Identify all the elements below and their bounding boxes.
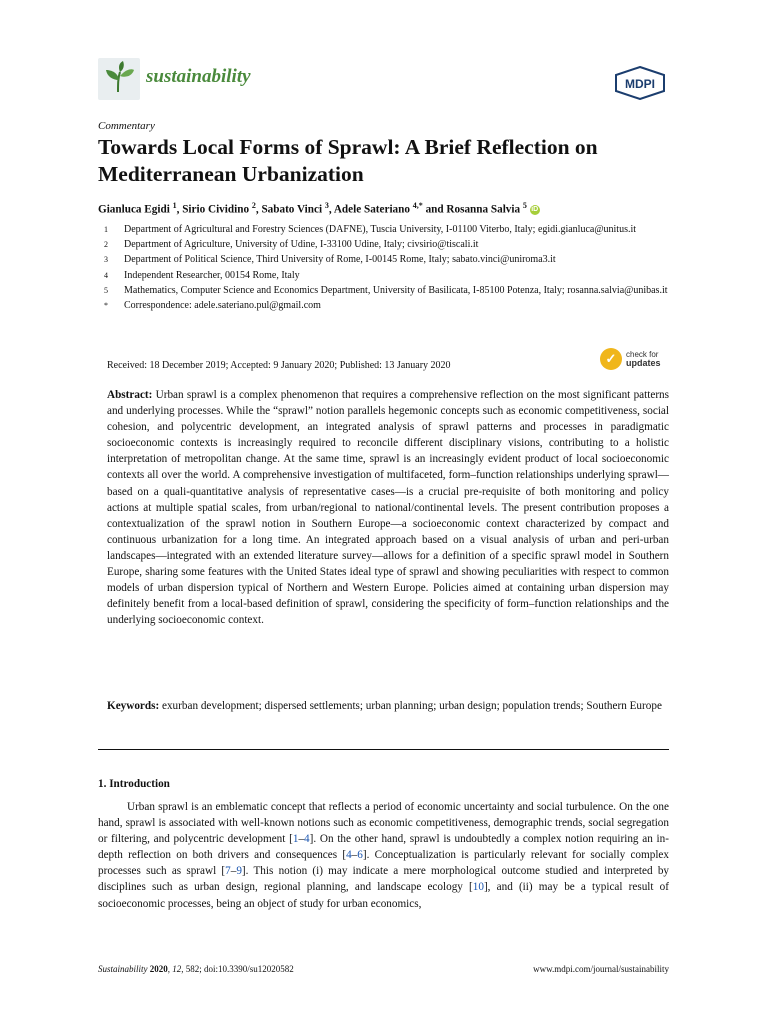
- citation-link[interactable]: 4: [346, 849, 352, 862]
- affiliation-item: [104, 268, 674, 283]
- author-sup: 4,*: [412, 201, 423, 210]
- check-for-updates-button[interactable]: [600, 348, 661, 370]
- citation-link[interactable]: 9: [236, 865, 242, 878]
- keywords-label: Keywords:: [107, 700, 160, 712]
- section-heading: 1. Introduction: [98, 778, 170, 790]
- author-name: Rosanna Salvia: [446, 203, 521, 216]
- author-list: Gianluca Egidi $^1$, Sirio Cividino $^2$, Sabato Vinci $^3$, Adele Sateriano $^{4,*}$ and Rosanna Salvia $^5$ iD: [98, 201, 539, 216]
- footer-volume: 12: [172, 964, 182, 974]
- mdpi-logo-icon: [612, 66, 668, 100]
- citation-link[interactable]: 1: [292, 833, 299, 846]
- paper-title: Towards Local Forms of Sprawl: A Brief Reflection on Mediterranean Urbanization: [98, 135, 598, 186]
- publication-dates: Received: 18 December 2019; Accepted: 9 January 2020; Published: 13 January 2020: [107, 360, 451, 371]
- keywords: [107, 698, 669, 715]
- check-updates-line1: check for: [626, 350, 659, 359]
- footer-year: 2020: [149, 964, 168, 974]
- journal-logo-icon: [98, 58, 140, 100]
- author-sup: 5: [522, 201, 527, 210]
- intro-text: ]. Conceptualization is particularly relevant for socially complex processes such as sprawl [: [98, 849, 669, 878]
- correspondence-item: [104, 298, 674, 313]
- affiliation-item: [104, 222, 674, 237]
- affiliation-text: Independent Researcher, 00154 Rome, Italy: [124, 269, 300, 281]
- citation-link[interactable]: 7: [225, 865, 231, 878]
- author-sup: 3: [324, 201, 329, 210]
- citation-link[interactable]: 10: [472, 881, 484, 894]
- author-name: Adele Sateriano: [333, 203, 410, 216]
- affiliation-text: Department of Political Science, Third University of Rome, I-00145 Rome, Italy; sabato.vinci@uniroma3.it: [124, 254, 556, 266]
- abstract-label: Abstract:: [107, 389, 153, 401]
- affiliation-number: 1: [104, 225, 108, 234]
- footer-url[interactable]: www.mdpi.com/journal/sustainability: [533, 964, 669, 974]
- author-name: Sirio Cividino: [182, 203, 250, 216]
- intro-text: –: [351, 849, 358, 862]
- article-type: Commentary: [98, 120, 155, 132]
- author-name: Gianluca Egidi: [98, 203, 170, 216]
- affiliation-text: Mathematics, Computer Science and Economics Department, University of Basilicata, I-85100 Potenza, Italy; rosanna.salvia@unibas.it: [124, 284, 668, 296]
- intro-paragraph: [98, 799, 669, 912]
- publisher-name: MDPI: [625, 77, 655, 91]
- footer-journal: Sustainability: [98, 964, 148, 974]
- intro-text: –: [298, 833, 305, 846]
- citation-link[interactable]: 4: [304, 833, 310, 846]
- affiliation-number: 2: [104, 240, 108, 250]
- affiliation-item: [104, 283, 674, 298]
- intro-text: ]. This notion (i) may indicate a mere morphological outcome studied and interpreted by disciplines such as urban design, regional planning, and landscape ecology [: [98, 865, 670, 894]
- check-updates-label: [626, 350, 661, 368]
- keywords-text: exurban development; dispersed settlements; urban planning; urban design; population trends; Southern Europe: [162, 700, 662, 712]
- intro-text: ], and (ii) may be a typical result of socioeconomic processes, being an object of study for urban economics,: [98, 881, 669, 910]
- affiliation-number: 4: [104, 270, 108, 280]
- correspondence-text: Correspondence: adele.sateriano.pul@gmail.com: [124, 300, 321, 312]
- section-divider: [98, 749, 669, 750]
- journal-name: sustainability: [146, 66, 251, 87]
- affiliation-item: [104, 237, 674, 252]
- footer-citation: Sustainability 2020, 12, 582; doi:10.3390/su12020582: [98, 964, 294, 974]
- intro-text: Urban sprawl is an emblematic concept that reflects a period of economic uncertainty and social turbulence. On the one hand, sprawl is associated with well-known notions such as economic competitiveness, demographic trends, social segregation or filtering, and polycentric development [: [98, 801, 669, 846]
- affiliation-text: Department of Agricultural and Forestry Sciences (DAFNE), Tuscia University, I-01100 Viterbo, Italy; egidi.gianluca@unitus.it: [124, 224, 637, 235]
- intro-text: –: [230, 865, 237, 878]
- affiliation-number: *: [104, 301, 108, 311]
- affiliation-number: 3: [104, 255, 108, 265]
- affiliation-number: 5: [104, 285, 108, 295]
- check-updates-line2: updates: [626, 358, 661, 368]
- author-name: Sabato Vinci: [261, 203, 323, 216]
- checkmark-icon: ✓: [600, 348, 622, 370]
- affiliation-list: [104, 222, 674, 313]
- abstract: [107, 387, 669, 628]
- affiliation-text: Department of Agriculture, University of Udine, I-33100 Udine, Italy; civsirio@tiscali.it: [124, 239, 479, 251]
- intro-text: ]. On the other hand, sprawl is undoubtedly a complex notion requiring an in-depth reflection on both drivers and consequences [: [98, 833, 669, 862]
- author-sup: 2: [251, 201, 256, 210]
- orcid-icon[interactable]: iD: [531, 206, 539, 214]
- affiliation-item: [104, 252, 674, 267]
- abstract-text: Urban sprawl is a complex phenomenon that requires a comprehensive reflection on the most significant patterns and underlying processes. While the “sprawl” notion parallels hegemonic concepts such as economic competitiveness, social cohesion, and polycentric development, an integrated analysis of sprawl patterns and processes in paradigmatic socioeconomic contexts is increasingly required to reconcile different disciplinary visions, contributing to a holistic interpretation of metropolitan change. At the same time, sprawl is an increasingly evident product of local socioeconomic contexts all over the world. A comprehensive investigation of multifaceted, form–function relationships underlying sprawl—based on a quali-quantitative analysis of representative cases—is a crucial pre-requisite of both monitoring and policy actions at multiple spatial scales, from urban/regional to national/continental levels. The present contribution proposes a contextualization of the sprawl notion in Southern Europe—a socioeconomic context characterized by compact and continuous urbanization for a long time. An integrated approach based on a visual analysis of urban and peri-urban landscapes—integrated with an extended literature survey—allows for a definition of a specific sprawl model in Southern Europe, sharing some features with the United States ideal type of sprawl and showing peculiarities with respect to common models of urban dispersion typical of Northern and Western Europe. Policies aimed at containing urban dispersion may definitely benefit from a local-based definition of sprawl, considering the specificity of form–function relationships and the underlying socioeconomic context.: [107, 389, 669, 627]
- author-sup: 1: [172, 201, 177, 210]
- citation-link[interactable]: 6: [357, 849, 363, 862]
- footer-doi: , 582; doi:10.3390/su12020582: [181, 964, 294, 974]
